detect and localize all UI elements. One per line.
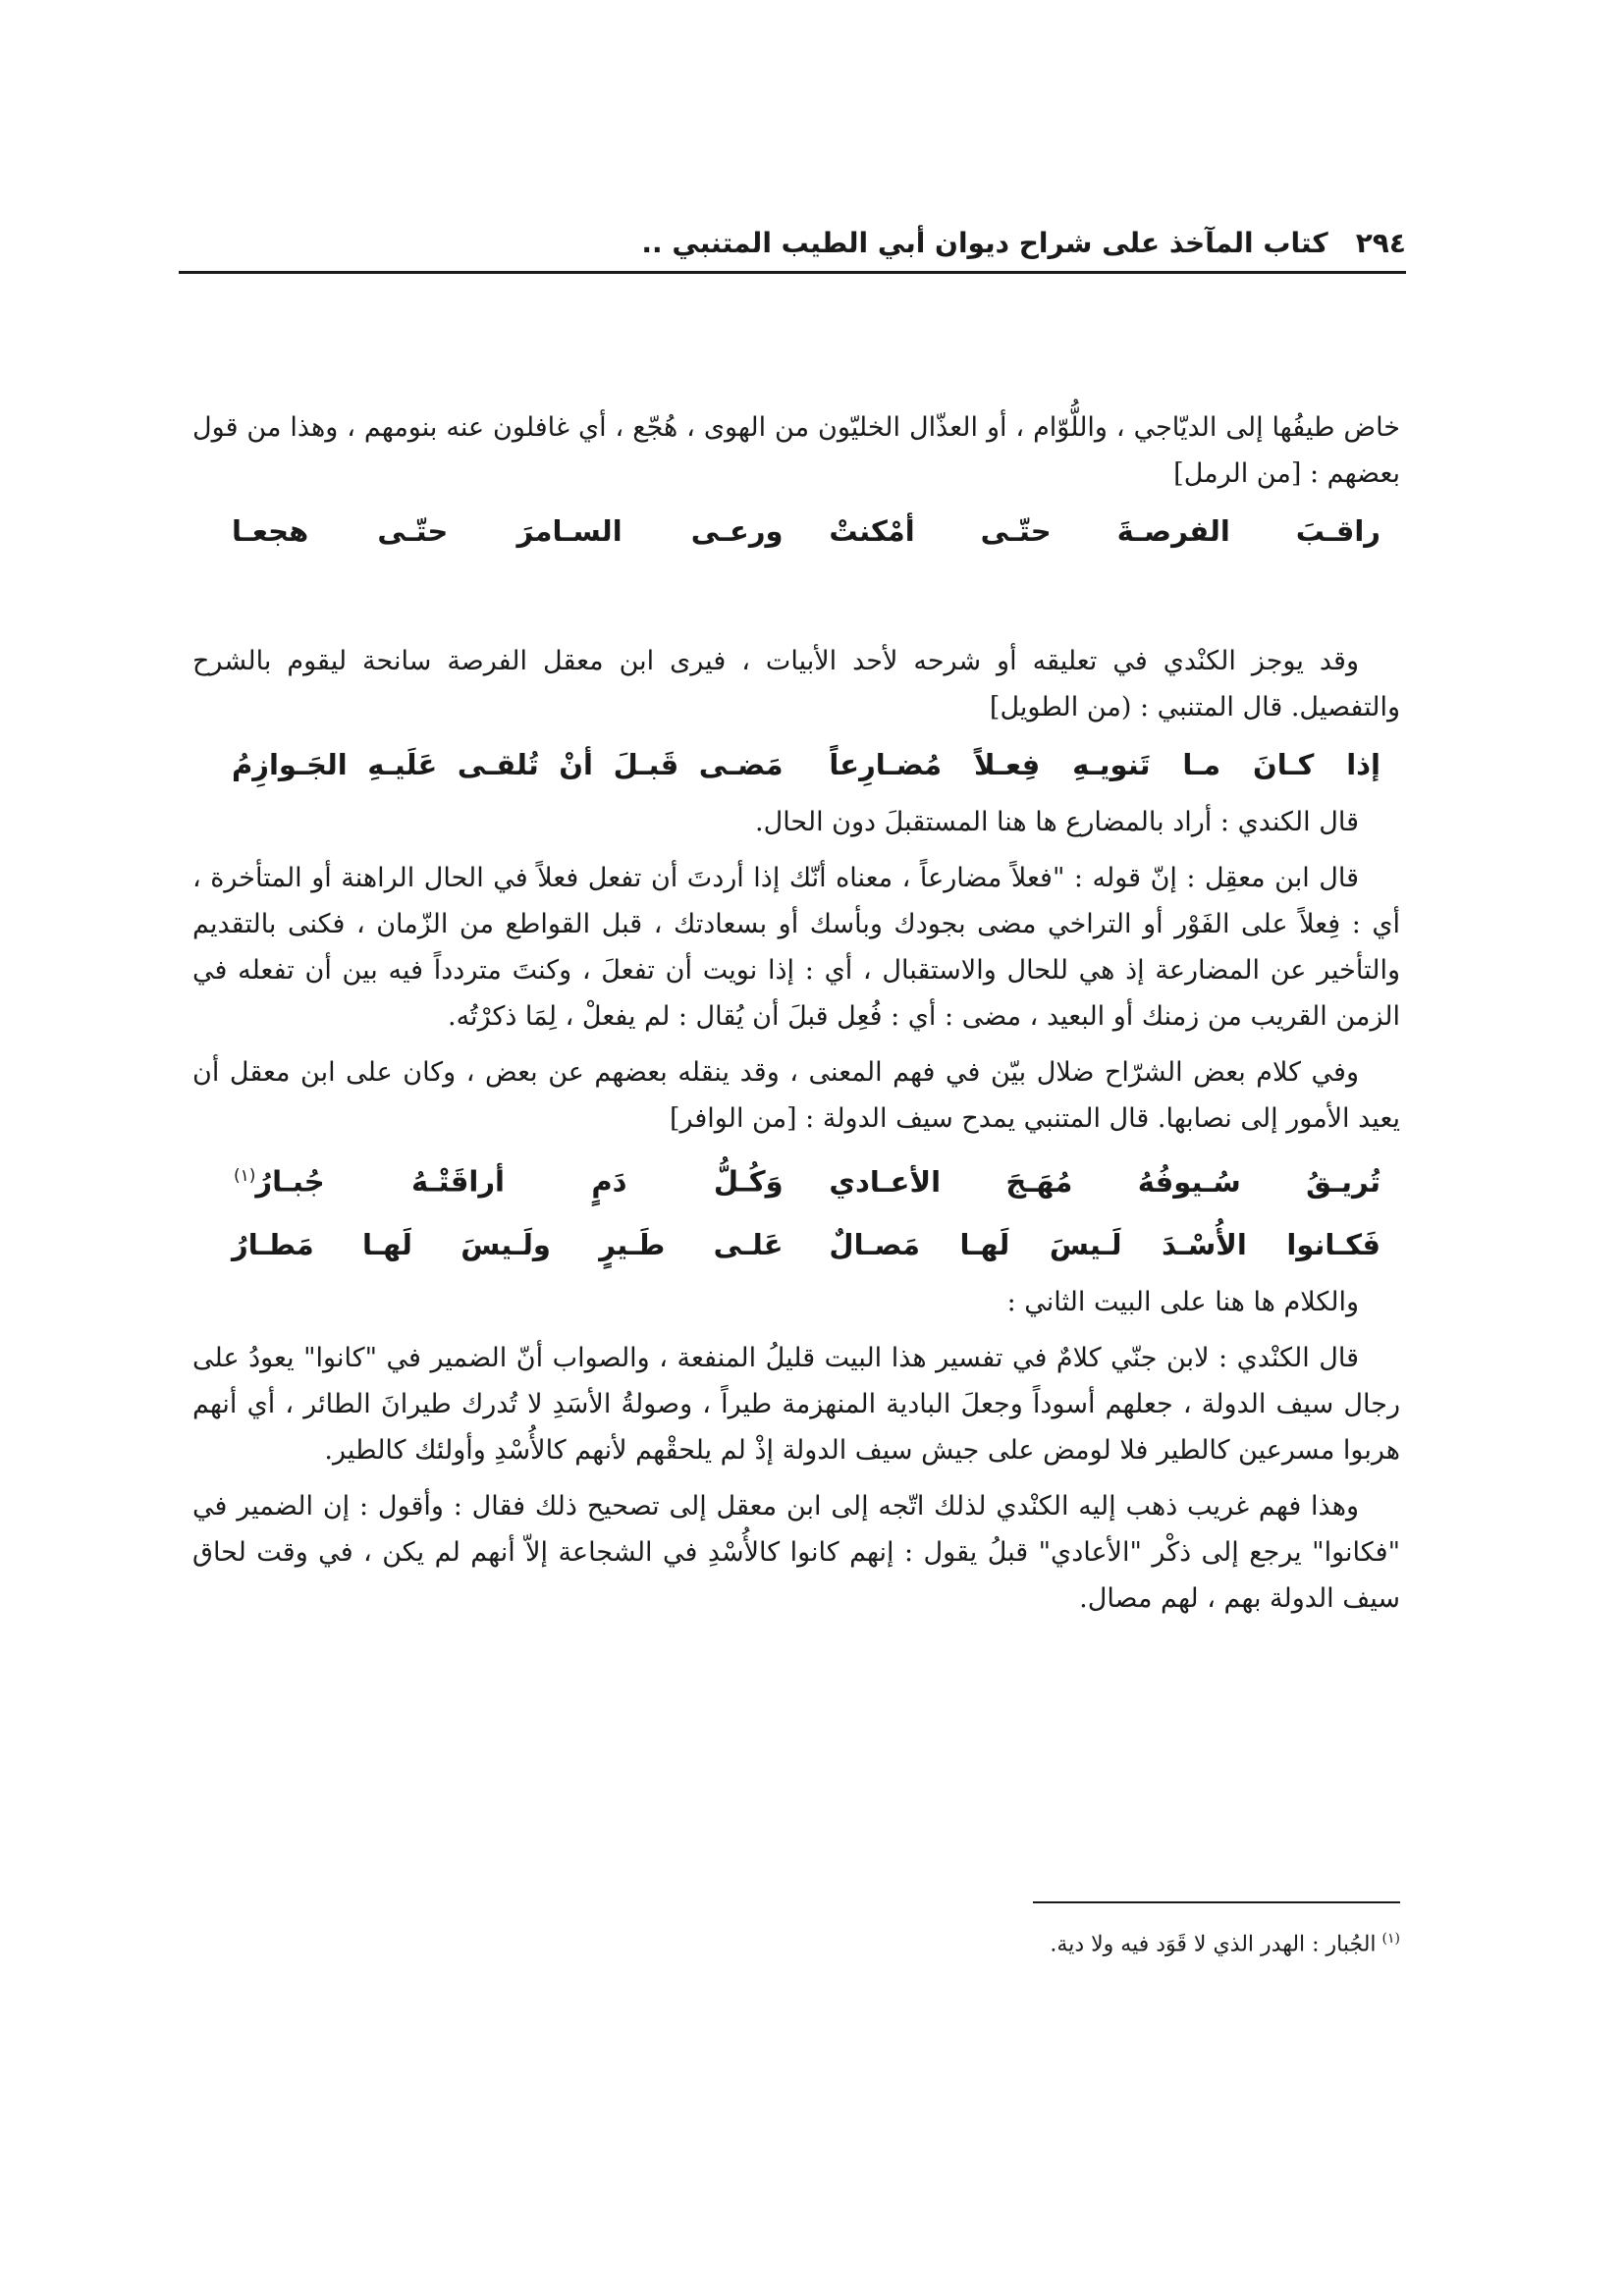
paragraph-3: قال الكندي : أراد بالمضارع ها هنا المستقبلَ دون الحال. — [755, 807, 1359, 837]
verse-3-second-hemistich — [232, 1148, 784, 1210]
verse-4 — [192, 1216, 1400, 1273]
verse-2 — [192, 736, 1400, 793]
verse-1 — [192, 503, 1400, 560]
paragraph-7: قال الكنْدي : لابن جنّي كلامٌ في تفسير هذا البيت قليلُ المنفعة ، والصواب أنّ الضمير في "كانوا" يعودُ على رجال سيف الدولة ، جعلهم أسوداً وجعلَ البادية المنهزمة طيراً ، وصولةُ الأسَدِ لا تُدرك طيرانَ الطائر ، أي أنهم هربوا مسرعين كالطير فلا لومض على جيش سيف الدولة إذْ لم يلحقْهم لأنهم كالأُسْدِ وأولئك كالطير. — [192, 1342, 1400, 1466]
footnote-reference[interactable]: (١) — [234, 1166, 256, 1186]
footnote-text: الجُبار : الهدر الذي لا قَوَد فيه ولا دية. — [1050, 1932, 1377, 1957]
verse-3-second-hemistich-text: وَكُـلُّ دَمٍ أراقَتْـهُ جُبـارُ — [255, 1164, 784, 1199]
verse-2-first-hemistich: إذا كـانَ مـا تَنويـهِ فِعـلاً مُضـارِعاً — [829, 748, 1380, 781]
verse-1-first-hemistich: راقـبَ الفرصـةَ حتّـى أمْكنتْ — [829, 514, 1380, 548]
verse-4-second-hemistich: عَلـى طَـيرٍ ولَـيسَ لَهـا مَطـارُ — [232, 1227, 784, 1261]
page-body — [192, 404, 1400, 1622]
footnote — [687, 1919, 1400, 1964]
verse-1-second-hemistich: ورعـى السـامرَ حتّـى هجعـا — [232, 514, 784, 548]
paragraph-8: وهذا فهم غريب ذهب إليه الكنْدي لذلك اتّجه إلى ابن معقل إلى تصحيح ذلك فقال : وأقول : إن الضمير في "فكانوا" يرجع إلى ذكْر "الأعادي" قبلُ يقول : إنهم كانوا كالأُسْدِ في الشجاعة إلاّ أنهم لم يكن ، في وقت لحاق سيف الدولة بهم ، لهم مصال. — [192, 1490, 1400, 1614]
header-rule — [179, 271, 1406, 274]
verse-3-first-hemistich: تُريـقُ سُـيوفُهُ مُهَـجَ الأعـادي — [829, 1164, 1380, 1199]
footnote-marker: (١) — [1381, 1931, 1400, 1947]
verse-3 — [192, 1148, 1400, 1210]
page-number: ٢٩٤ — [1355, 227, 1406, 259]
running-header — [179, 218, 1406, 269]
paragraph-1: خاض طيفُها إلى الديّاجي ، واللُّوّام ، أو العذّال الخليّون من الهوى ، هُجّع ، أي غافلون عنه بنومهم ، وهذا من قول بعضهم : [من الرمل] — [192, 412, 1400, 489]
verse-2-second-hemistich: مَضـى قَبـلَ أنْ تُلقـى عَلَيـهِ الجَـوازِمُ — [232, 748, 784, 781]
paragraph-4: قال ابن معقِل : إنّ قوله : "فعلاً مضارعاً ، معناه أنّك إذا أردتَ أن تفعل فعلاً في الحال الراهنة أو المتأخرة ، أي : فِعلاً على الفَوْر أو التراخي مضى بجودك وبأسك أو بسعادتك ، قبل القواطع من الزّمان ، فكنى بالتقديم والتأخير عن المضارعة إذ هي للحال والاستقبال ، أي : إذا نويت أن تفعلَ ، وكنتَ متردداً فيه بين أن تفعله في الزمن القريب من زمنك أو البعيد ، مضى : أي : فُعِل قبلَ أن يُقال : لم يفعلْ ، لِمَا ذكرْتُه. — [192, 863, 1400, 1032]
footnote-rule — [1033, 1901, 1400, 1903]
verse-4-first-hemistich: فَكـانوا الأُسْـدَ لَـيسَ لَهـا مَصـالٌ — [829, 1227, 1380, 1261]
paragraph-2: وقد يوجز الكنْدي في تعليقه أو شرحه لأحد الأبيات ، فيرى ابن معقل الفرصة سانحة ليقوم بالشرح والتفصيل. قال المتنبي : (من الطويل] — [192, 646, 1400, 722]
paragraph-5: وفي كلام بعض الشرّاح ضلال بيّن في فهم المعنى ، وقد ينقله بعضهم عن بعض ، وكان على ابن معقل أن يعيد الأمور إلى نصابها. قال المتنبي يمدح سيف الدولة : [من الوافر] — [192, 1057, 1400, 1134]
paragraph-6: والكلام ها هنا على البيت الثاني : — [1006, 1286, 1359, 1317]
book-title: كتاب المآخذ على شراح ديوان أبي الطيب المتنبي .. — [641, 227, 1328, 259]
